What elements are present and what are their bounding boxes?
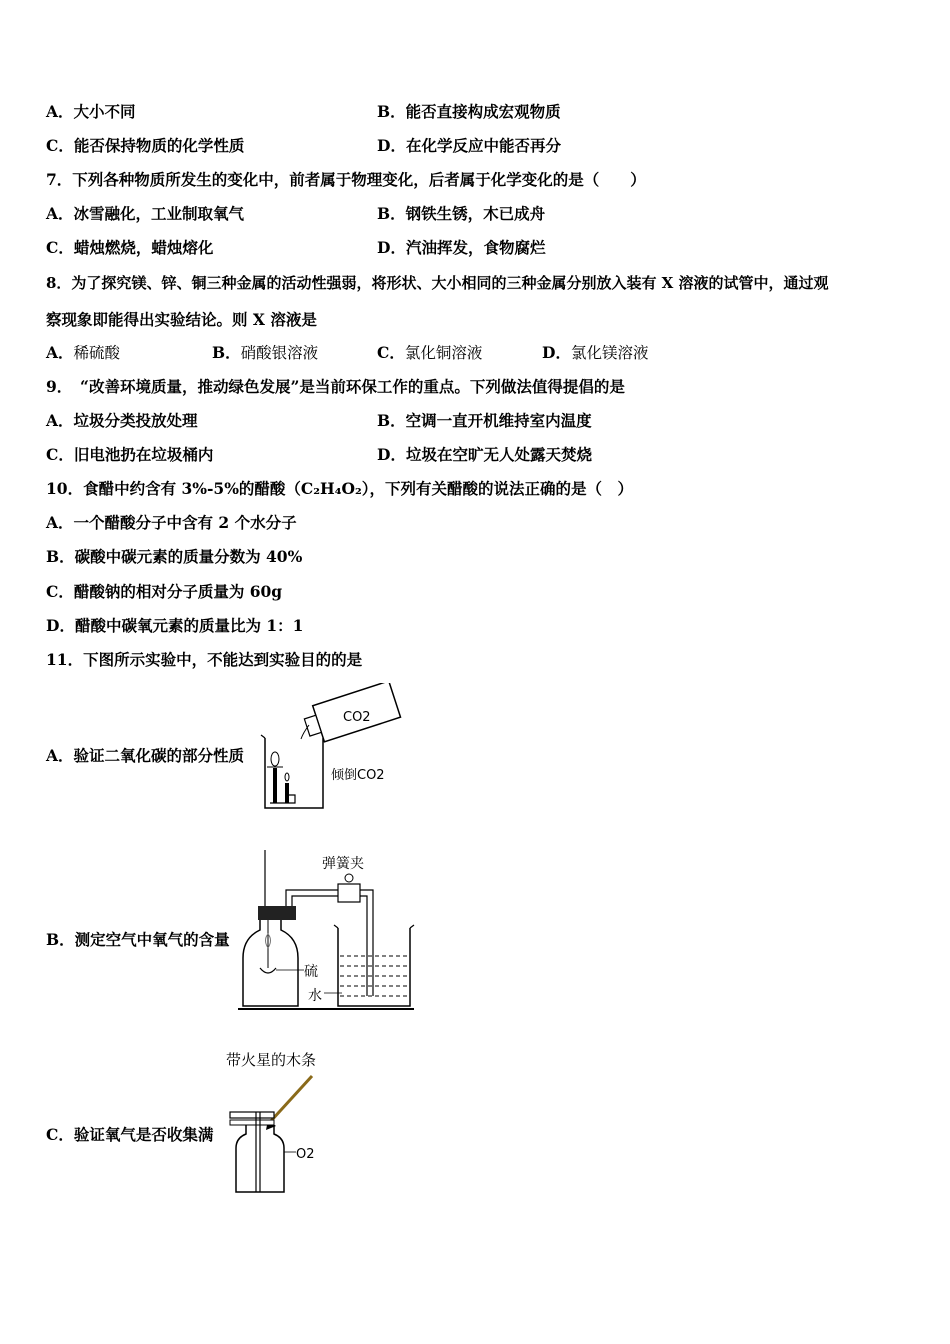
q8-option-c: C．氯化铜溶液 (377, 343, 483, 362)
q7-option-a: A．冰雪融化，工业制取氧气 (46, 204, 245, 223)
co2-pour-diagram (255, 683, 415, 813)
q7-option-d: D．汽油挥发，食物腐烂 (377, 238, 546, 257)
oxygen-collection-diagram (222, 1040, 362, 1200)
co2-bottle-label: CO2 (343, 710, 371, 725)
pour-co2-label: 倾倒CO2 (331, 768, 385, 783)
q10-option-a: A．一个醋酸分子中含有 2 个水分子 (46, 513, 297, 532)
q8-option-b: B．硝酸银溶液 (212, 343, 319, 362)
water-label: 水 (308, 988, 322, 1004)
q10-option-b: B．碳酸中碳元素的质量分数为 40% (46, 547, 303, 566)
q9-option-a: A．垃圾分类投放处理 (46, 411, 198, 430)
q11-stem: 11．下图所示实验中，不能达到实验目的的是 (46, 650, 363, 669)
q11-option-a: A．验证二氧化碳的部分性质 (46, 746, 245, 765)
q8-stem-line1: 8．为了探究镁、锌、铜三种金属的活动性强弱，将形状、大小相同的三种金属分别放入装有 X 溶液的试管中，通过观 (46, 274, 829, 292)
spring-clip-label: 弹簧夹 (322, 856, 364, 872)
oxygen-content-diagram (238, 848, 418, 1013)
q7-option-c: C．蜡烛燃烧，蜡烛熔化 (46, 238, 214, 257)
q6-option-a: A．大小不同 (46, 102, 136, 121)
q9-stem: 9． “改善环境质量，推动绿色发展”是当前环保工作的重点。下列做法值得提倡的是 (46, 377, 625, 396)
q6-option-c: C．能否保持物质的化学性质 (46, 136, 245, 155)
sulfur-label: 硫 (304, 964, 318, 980)
q11-option-b: B．测定空气中氧气的含量 (46, 930, 230, 949)
q9-option-b: B．空调一直开机维持室内温度 (377, 411, 592, 430)
q6-option-b: B．能否直接构成宏观物质 (377, 102, 561, 121)
q8-option-d: D．氯化镁溶液 (542, 343, 649, 362)
q11-option-c: C．验证氧气是否收集满 (46, 1125, 214, 1144)
q6-option-d: D．在化学反应中能否再分 (377, 136, 561, 155)
q8-option-a: A．稀硫酸 (46, 343, 121, 362)
q10-stem: 10．食醋中约含有 3%-5%的醋酸（C₂H₄O₂），下列有关醋酸的说法正确的是（ ） (46, 479, 634, 498)
glowing-stick-label: 带火星的木条 (226, 1051, 317, 1069)
o2-label: O2 (296, 1147, 315, 1162)
q10-option-c: C．醋酸钠的相对分子质量为 60g (46, 582, 283, 601)
q10-option-d: D．醋酸中碳氧元素的质量比为 1：1 (46, 616, 304, 635)
q9-option-c: C．旧电池扔在垃圾桶内 (46, 445, 214, 464)
q8-stem-line2: 察现象即能得出实验结论。则 X 溶液是 (46, 310, 317, 329)
q7-option-b: B．钢铁生锈，木已成舟 (377, 204, 546, 223)
q9-option-d: D．垃圾在空旷无人处露天焚烧 (377, 445, 592, 464)
q7-stem: 7．下列各种物质所发生的变化中，前者属于物理变化，后者属于化学变化的是（ ） (46, 170, 646, 189)
